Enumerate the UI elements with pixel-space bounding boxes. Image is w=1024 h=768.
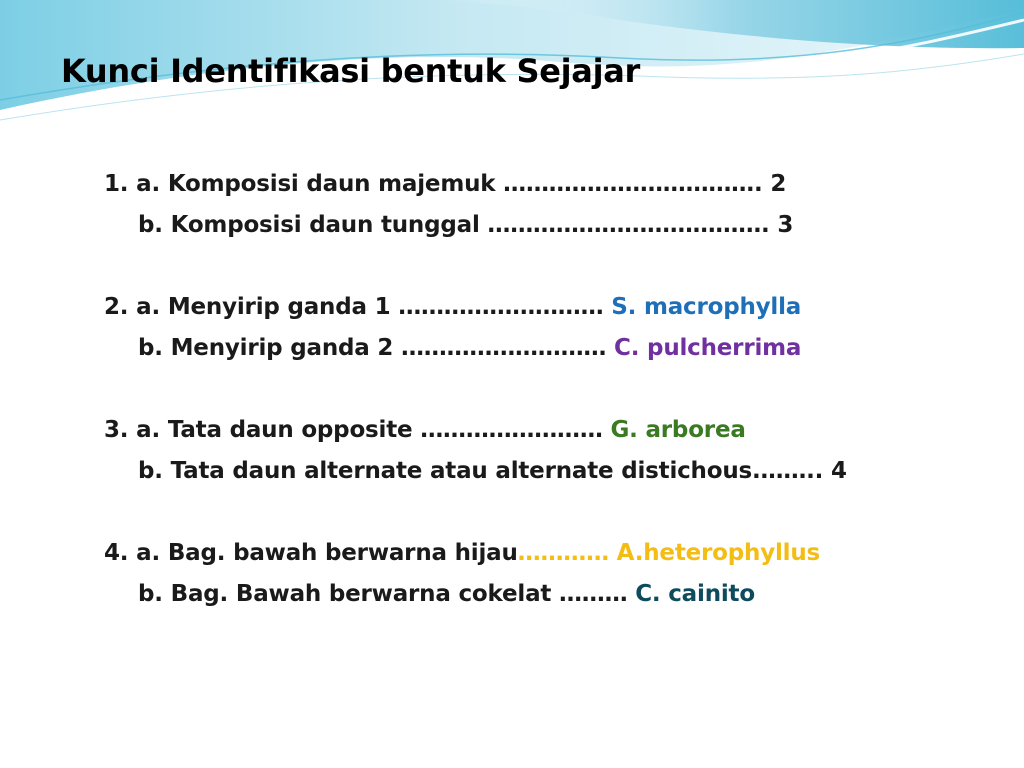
key-4a bbox=[104, 538, 820, 568]
key-3a bbox=[104, 415, 746, 445]
key-2a bbox=[104, 292, 801, 322]
key-1a-text: 1. a. Komposisi daun majemuk ……………………………. 2 bbox=[104, 171, 787, 197]
key-1b bbox=[138, 210, 793, 240]
key-4b-result: C. cainito bbox=[627, 581, 755, 607]
key-4a-result: A.heterophyllus bbox=[608, 540, 821, 566]
key-4a-text: 4. a. Bag. bawah berwarna hijau bbox=[104, 540, 518, 566]
key-4b-text: b. Bag. Bawah berwarna cokelat ……… bbox=[138, 581, 628, 607]
page-title: Kunci Identifikasi bentuk Sejajar bbox=[61, 52, 641, 90]
key-3a-result: G. arborea bbox=[602, 417, 746, 443]
key-3b-text: b. Tata daun alternate atau alternate distichous.…….. 4 bbox=[138, 458, 847, 484]
key-2b-text: b. Menyirip ganda 2 ……………………… bbox=[138, 335, 607, 361]
key-2a-text: 2. a. Menyirip ganda 1 ……………………… bbox=[104, 294, 604, 320]
key-3a-text: 3. a. Tata daun opposite …………………… bbox=[104, 417, 603, 443]
key-3b bbox=[138, 456, 847, 486]
key-2b bbox=[138, 333, 801, 363]
key-4a-dots: ………… bbox=[517, 540, 609, 566]
key-2a-result: S. macrophylla bbox=[603, 294, 802, 320]
key-1a bbox=[104, 169, 786, 199]
key-2b-result: C. pulcherrima bbox=[606, 335, 802, 361]
key-4b bbox=[138, 579, 755, 609]
key-1b-text: b. Komposisi daun tunggal ………………………………. 3 bbox=[138, 212, 794, 238]
